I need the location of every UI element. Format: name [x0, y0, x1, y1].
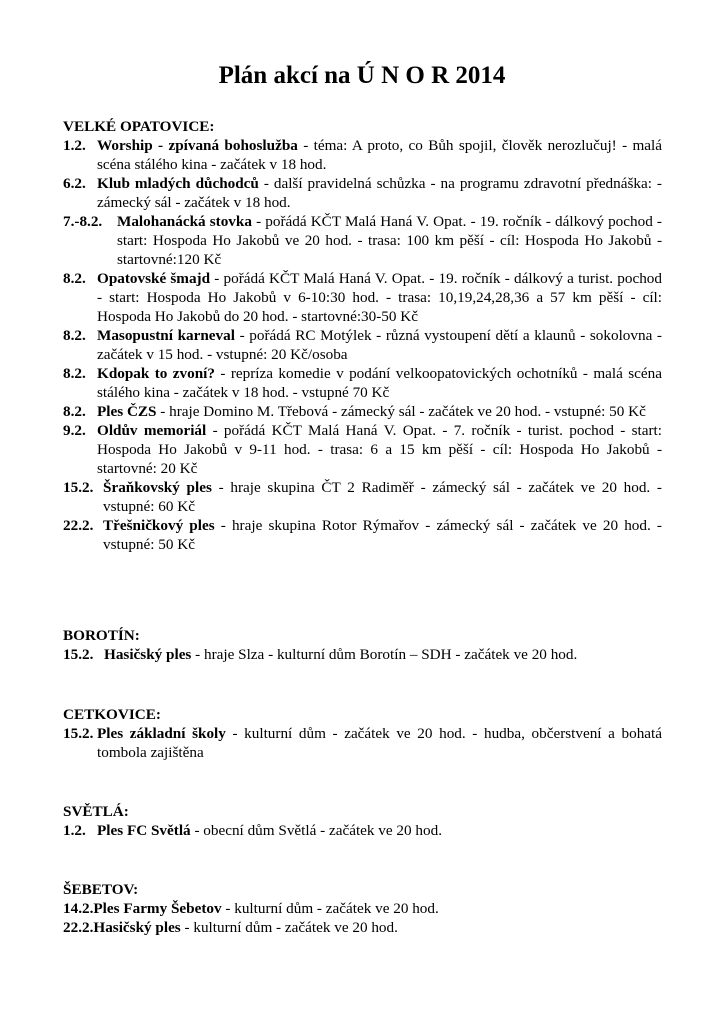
event-item	[63, 174, 662, 212]
event-name: Ples ČZS	[97, 403, 157, 420]
event-name: Masopustní karneval	[97, 327, 235, 344]
event-details: - obecní dům Světlá - začátek ve 20 hod.	[190, 822, 442, 839]
section-heading: BOROTÍN:	[63, 627, 140, 644]
event-date: 14.2.	[63, 900, 94, 917]
event-item	[63, 899, 662, 918]
event-date: 6.2.	[63, 175, 86, 192]
event-item	[63, 918, 662, 937]
event-date: 8.2.	[63, 270, 86, 287]
event-name: Worship - zpívaná bohoslužba	[97, 137, 298, 154]
event-item	[63, 269, 662, 326]
event-item	[63, 724, 662, 762]
event-name: Ples základní školy	[97, 725, 226, 742]
section-heading: ŠEBETOV:	[63, 881, 139, 898]
event-item	[63, 821, 662, 840]
event-item	[63, 645, 662, 664]
section-svetla	[63, 802, 662, 840]
event-details: - hraje skupina ČT 2 Radiměř - zámecký sál - začátek ve 20 hod. - vstupné: 60 Kč	[103, 479, 662, 515]
event-name: Oldův memoriál	[97, 422, 207, 439]
section-heading: CETKOVICE:	[63, 706, 161, 723]
event-details: - repríza komedie v podání velkoopatovických ochotníků - malá scéna stálého kina - začátek v 18 hod. - vstupné 70 Kč	[97, 365, 662, 401]
section-velke-opatovice	[63, 117, 662, 554]
event-item	[63, 364, 662, 402]
event-name: Hasičský ples	[104, 646, 192, 663]
event-name: Šraňkovský ples	[103, 479, 212, 496]
event-item	[63, 421, 662, 478]
event-date: 22.2.	[63, 919, 94, 936]
event-details: - hraje skupina Rotor Rýmařov - zámecký sál - začátek ve 20 hod. - vstupné: 50 Kč	[103, 517, 662, 553]
section-heading: SVĚTLÁ:	[63, 803, 129, 820]
section-sebetov	[63, 880, 662, 937]
event-name: Hasičský ples	[93, 919, 181, 936]
event-details: - další pravidelná schůzka - na programu zdravotní přednáška: - zámecký sál - začátek v 18 hod.	[97, 175, 662, 211]
event-date: 1.2.	[63, 137, 86, 154]
event-date: 15.2.	[63, 725, 94, 742]
event-details: - hraje Domino M. Třebová - zámecký sál - začátek ve 20 hod. - vstupné: 50 Kč	[156, 403, 646, 420]
event-name: Opatovské šmajd	[97, 270, 211, 287]
event-details: - kulturní dům - začátek ve 20 hod. - hudba, občerstvení a bohatá tombola zajištěna	[97, 725, 662, 761]
event-date: 15.2.	[63, 479, 94, 496]
event-details: - hraje Slza - kulturní dům Borotín – SDH - začátek ve 20 hod.	[191, 646, 578, 663]
event-date: 9.2.	[63, 422, 86, 439]
event-name: Klub mladých důchodců	[97, 175, 259, 192]
event-date: 8.2.	[63, 403, 86, 420]
event-item	[63, 402, 662, 421]
event-name: Malohanácká stovka	[117, 213, 252, 230]
event-item	[63, 212, 662, 269]
event-details: - pořádá RC Motýlek - různá vystoupení dětí a klaunů - sokolovna - začátek v 15 hod. - vstupné: 20 Kč/osoba	[97, 327, 662, 363]
event-details: - kulturní dům - začátek ve 20 hod.	[221, 900, 439, 917]
event-name: Ples FC Světlá	[97, 822, 191, 839]
event-name: Kdopak to zvoní?	[97, 365, 215, 382]
section-heading: VELKÉ OPATOVICE:	[63, 118, 215, 135]
event-item	[63, 326, 662, 364]
event-details: - téma: A proto, co Bůh spojil, člověk nerozlučuj! - malá scéna stálého kina - začátek v 18 hod.	[97, 137, 662, 173]
event-item	[63, 516, 662, 554]
event-name: Ples Farmy Šebetov	[93, 900, 222, 917]
event-date: 15.2.	[63, 646, 94, 663]
event-item	[63, 136, 662, 174]
event-date: 7.-8.2.	[63, 213, 103, 230]
section-borotin	[63, 626, 662, 664]
event-details: - pořádá KČT Malá Haná V. Opat. - 7. ročník - turist. pochod - start: Hospoda Ho Jakobů v 9-11 hod. - trasa: 6 a 15 km pěší - cíl: Hospoda Ho Jakobů - startovné: 20 Kč	[97, 422, 662, 477]
page-title: Plán akcí na Ú N O R 2014	[218, 62, 506, 89]
event-name: Třešničkový ples	[103, 517, 215, 534]
section-cetkovice	[63, 705, 662, 762]
event-details: - kulturní dům - začátek ve 20 hod.	[180, 919, 398, 936]
event-date: 1.2.	[63, 822, 86, 839]
event-date: 8.2.	[63, 327, 86, 344]
event-date: 8.2.	[63, 365, 86, 382]
event-details: - pořádá KČT Malá Haná V. Opat. - 19. ročník - dálkový a turist. pochod - start: Hospoda Ho Jakobů v 6-10:30 hod. - trasa: 10,19,24,28,36 a 57 km pěší - cíl: Hospoda Ho Jakobů do 20 hod. - startovné:30-50 Kč	[97, 270, 662, 325]
event-date: 22.2.	[63, 517, 94, 534]
event-details: - pořádá KČT Malá Haná V. Opat. - 19. ročník - dálkový pochod - start: Hospoda Ho Jakobů ve 20 hod. - trasa: 100 km pěší - cíl: Hospoda Ho Jakobů - startovné:120 Kč	[117, 213, 662, 268]
event-item	[63, 478, 662, 516]
